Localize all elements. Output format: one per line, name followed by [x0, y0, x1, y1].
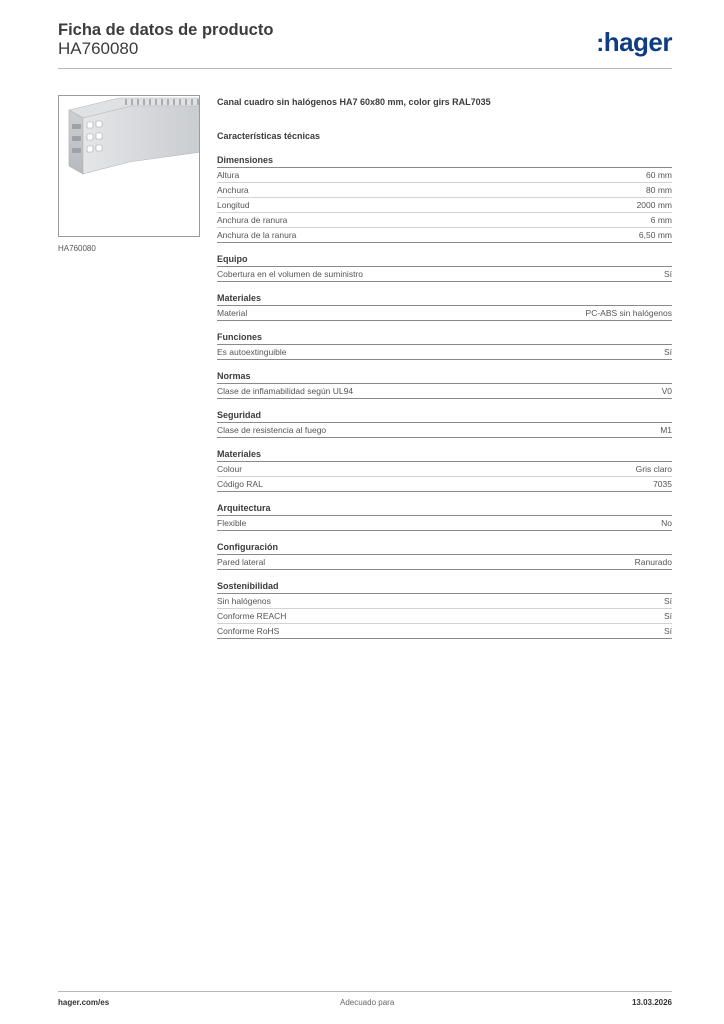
- section-title: Materiales: [217, 448, 672, 462]
- spec-value: 2000 mm: [636, 200, 672, 210]
- footer-divider: [58, 991, 672, 992]
- technical-characteristics-title: Características técnicas: [217, 131, 321, 141]
- spec-label: Colour: [217, 464, 243, 474]
- header-divider: [58, 68, 672, 69]
- spec-section: [217, 580, 672, 639]
- spec-value: Sí: [663, 626, 672, 636]
- document-title: Ficha de datos de producto: [58, 21, 274, 39]
- spec-row: [217, 555, 672, 570]
- spec-label: Conforme REACH: [217, 611, 287, 621]
- spec-section: [217, 409, 672, 438]
- spec-label: Clase de inflamabilidad según UL94: [217, 386, 354, 396]
- spec-label: Longitud: [217, 200, 250, 210]
- spec-sections: [217, 154, 672, 639]
- logo-text: hager: [603, 27, 672, 57]
- spec-row: [217, 423, 672, 438]
- spec-row: [217, 594, 672, 609]
- spec-row: [217, 516, 672, 531]
- spec-label: Material: [217, 308, 248, 318]
- spec-value: 6,50 mm: [638, 230, 672, 240]
- section-title: Dimensiones: [217, 154, 672, 168]
- image-caption: HA760080: [58, 244, 96, 253]
- section-title: Funciones: [217, 331, 672, 345]
- spec-section: [217, 541, 672, 570]
- section-title: Equipo: [217, 253, 672, 267]
- spec-value: 60 mm: [646, 170, 672, 180]
- hager-logo: :hager: [596, 27, 672, 57]
- spec-value: PC-ABS sin halógenos: [585, 308, 672, 318]
- spec-section: [217, 253, 672, 282]
- spec-row: [217, 198, 672, 213]
- section-title: Seguridad: [217, 409, 672, 423]
- section-title: Materiales: [217, 292, 672, 306]
- spec-row: [217, 183, 672, 198]
- product-name: Canal cuadro sin halógenos HA7 60x80 mm, color girs RAL7035: [217, 97, 491, 107]
- spec-row: [217, 609, 672, 624]
- product-code: HA760080: [58, 39, 139, 58]
- spec-label: Código RAL: [217, 479, 263, 489]
- spec-row: [217, 306, 672, 321]
- spec-value: 6 mm: [650, 215, 672, 225]
- spec-label: Anchura de la ranura: [217, 230, 297, 240]
- spec-label: Es autoextinguible: [217, 347, 287, 357]
- spec-row: [217, 345, 672, 360]
- footer-website: hager.com/es: [58, 998, 110, 1007]
- spec-row: [217, 267, 672, 282]
- spec-row: [217, 477, 672, 492]
- spec-label: Anchura de ranura: [217, 215, 288, 225]
- spec-label: Clase de resistencia al fuego: [217, 425, 327, 435]
- footer-date: 13.03.2026: [631, 998, 672, 1007]
- cable-trunking-illustration: [59, 96, 200, 237]
- spec-value: No: [661, 518, 672, 528]
- spec-value: 7035: [653, 479, 672, 489]
- spec-row: [217, 462, 672, 477]
- spec-label: Cobertura en el volumen de suministro: [217, 269, 363, 279]
- spec-value: 80 mm: [646, 185, 672, 195]
- spec-value: Sí: [663, 596, 672, 606]
- section-title: Arquitectura: [217, 502, 672, 516]
- page-header: [58, 21, 672, 69]
- spec-section: [217, 331, 672, 360]
- spec-row: [217, 228, 672, 243]
- spec-value: V0: [661, 386, 672, 396]
- spec-section: [217, 448, 672, 492]
- product-image: [58, 95, 200, 237]
- spec-value: Sí: [663, 347, 672, 357]
- spec-section: [217, 502, 672, 531]
- page-footer: [58, 998, 672, 1012]
- spec-value: Sí: [663, 269, 672, 279]
- spec-label: Flexible: [217, 518, 247, 528]
- section-title: Configuración: [217, 541, 672, 555]
- spec-section: [217, 292, 672, 321]
- spec-value: Gris claro: [635, 464, 672, 474]
- spec-label: Pared lateral: [217, 557, 266, 567]
- product-details: [217, 96, 672, 639]
- spec-label: Anchura: [217, 185, 249, 195]
- spec-value: M1: [660, 425, 672, 435]
- section-title: Sostenibilidad: [217, 580, 672, 594]
- section-title: Normas: [217, 370, 672, 384]
- spec-row: [217, 168, 672, 183]
- spec-label: Sin halógenos: [217, 596, 271, 606]
- spec-row: [217, 384, 672, 399]
- spec-section: [217, 370, 672, 399]
- spec-row: [217, 624, 672, 639]
- footer-middle-text: Adecuado para: [340, 998, 395, 1007]
- spec-label: Altura: [217, 170, 240, 180]
- spec-value: Sí: [663, 611, 672, 621]
- spec-value: Ranurado: [634, 557, 672, 567]
- spec-row: [217, 213, 672, 228]
- spec-label: Conforme RoHS: [217, 626, 280, 636]
- spec-section: [217, 154, 672, 243]
